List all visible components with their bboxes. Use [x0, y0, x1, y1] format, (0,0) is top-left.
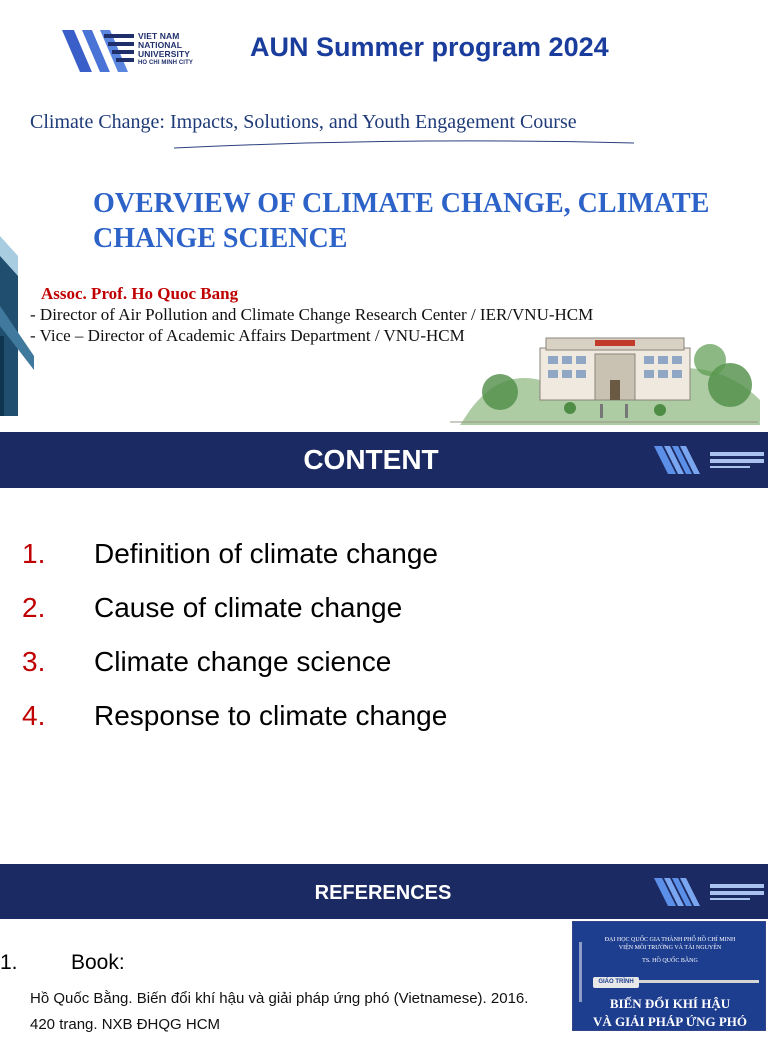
content-item — [0, 592, 768, 646]
lecture-title-line-1: OVERVIEW OF CLIMATE CHANGE, CLIMATE — [93, 188, 710, 219]
book-title-line-1: BIẾN ĐỔI KHÍ HẬU — [609, 996, 731, 1011]
lecture-title — [93, 186, 763, 256]
content-item-text: Cause of climate change — [94, 592, 403, 623]
title-slide — [0, 0, 768, 432]
content-item-number: 2. — [22, 592, 46, 623]
university-logo-text — [138, 32, 193, 68]
reference-number: 1. — [0, 951, 18, 974]
content-item-number: 4. — [22, 700, 46, 731]
book-cover — [572, 921, 766, 1031]
content-item-text: Definition of climate change — [94, 538, 438, 569]
logo-line-2: NATIONAL — [138, 40, 183, 50]
program-title: AUN Summer program 2024 — [250, 32, 609, 62]
content-header-bar — [0, 432, 768, 488]
book-badge-line — [637, 980, 759, 983]
logo-line-3: UNIVERSITY — [138, 49, 191, 59]
vnu-mini-logo-icon — [654, 876, 766, 908]
author-name: Assoc. Prof. Ho Quoc Bang — [41, 284, 239, 303]
author-role-1: - Director of Air Pollution and Climate Change Research Center / IER/VNU-HCM — [30, 305, 594, 324]
book-badge: GIÁO TRÌNH — [593, 977, 639, 988]
course-title: Climate Change: Impacts, Solutions, and Youth Engagement Course — [30, 111, 577, 133]
vnu-mini-logo-icon — [654, 444, 766, 476]
author-role-2: - Vice – Director of Academic Affairs Department / VNU-HCM — [30, 326, 465, 345]
logo-line-1: VIET NAM — [138, 31, 180, 41]
content-item-number: 3. — [22, 646, 46, 677]
content-item-number: 1. — [22, 538, 46, 569]
content-item — [0, 646, 768, 700]
logo-line-4: HO CHI MINH CITY — [138, 60, 193, 66]
content-item-text: Response to climate change — [94, 700, 448, 731]
content-item — [0, 700, 768, 754]
book-title-line-2: VÀ GIẢI PHÁP ỨNG PHÓ — [592, 1014, 748, 1029]
reference-citation: Hồ Quốc Bằng. Biến đổi khí hậu và giải pháp ứng phó (Vietnamese). 2016. 420 trang. NXB ĐHQG HCM — [30, 990, 529, 1033]
book-publisher-line-1: ĐẠI HỌC QUỐC GIA THÀNH PHỐ HỒ CHÍ MINH — [604, 937, 736, 943]
content-slide — [0, 432, 768, 864]
content-item — [0, 538, 768, 592]
decorative-underline — [174, 139, 634, 151]
campus-building-illustration-icon — [440, 330, 768, 425]
lecture-title-line-2: CHANGE SCIENCE — [93, 223, 348, 254]
content-heading: CONTENT — [303, 444, 439, 475]
references-heading: REFERENCES — [314, 882, 452, 904]
reference-label: Book: — [71, 951, 125, 974]
book-publisher-line-2: VIỆN MÔI TRƯỜNG VÀ TÀI NGUYÊN — [618, 945, 722, 951]
content-list — [0, 538, 768, 754]
left-decoration-icon — [0, 236, 40, 416]
references-header-bar — [0, 864, 768, 919]
content-item-text: Climate change science — [94, 646, 392, 677]
book-author: TS. HỒ QUỐC BẰNG — [642, 958, 698, 964]
references-slide — [0, 864, 768, 1033]
